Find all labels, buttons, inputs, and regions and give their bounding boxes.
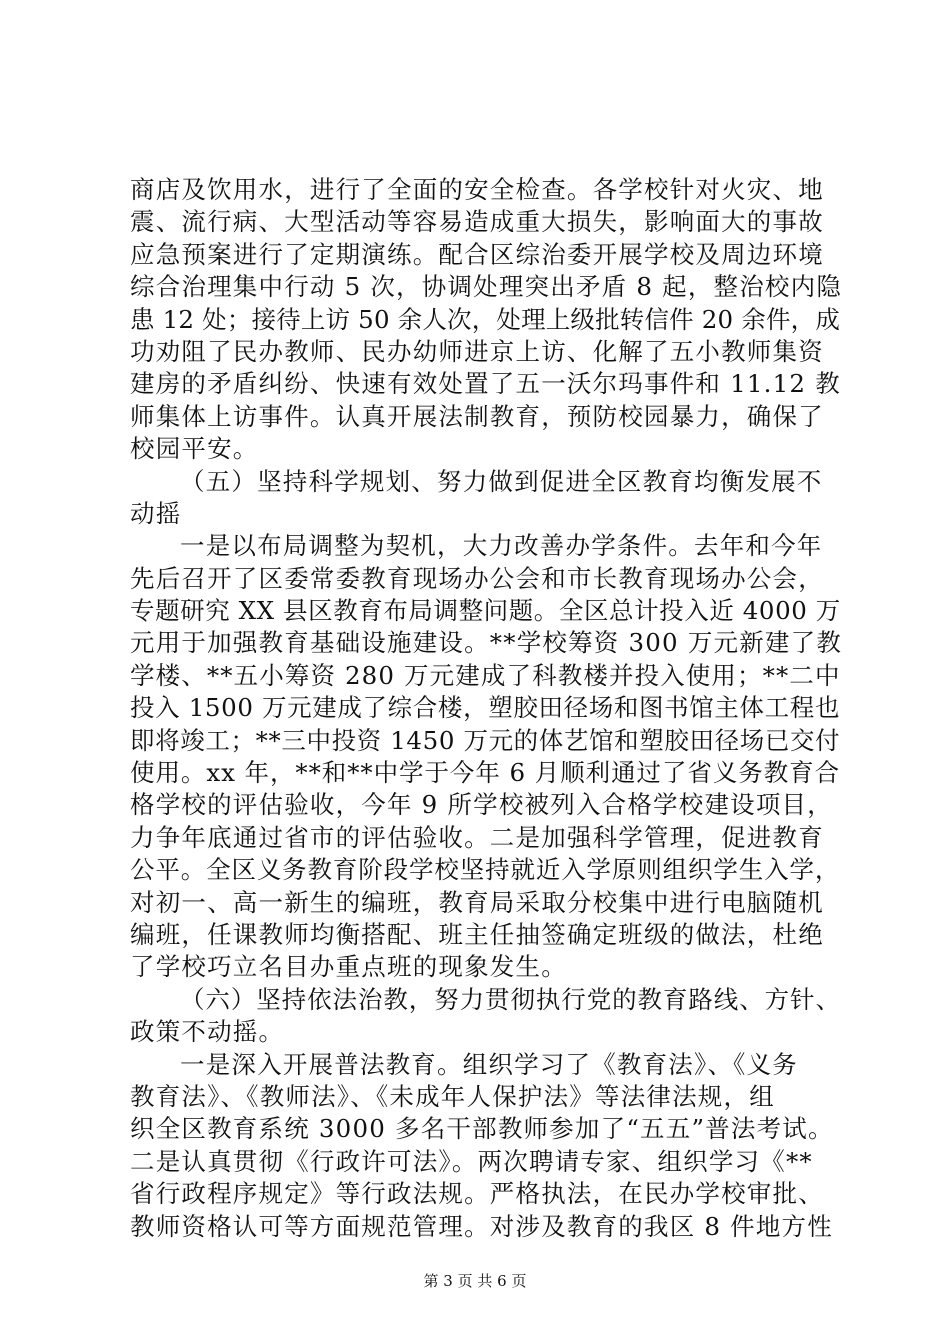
text-line: （五）坚持科学规划、努力做到促进全区教育均衡发展不	[180, 466, 823, 496]
text-line: （六）坚持依法治教，努力贯彻执行党的教育路线、方针、	[180, 984, 841, 1014]
text-line: 二是认真贯彻《行政许可法》。两次聘请专家、组织学习《**	[130, 1146, 813, 1176]
text-line: 编班，任课教师均衡搭配、班主任抽签确定班级的做法，杜绝	[130, 919, 824, 949]
text-line: 对初一、高一新生的编班，教育局采取分校集中进行电脑随机	[130, 887, 824, 917]
document-body	[130, 174, 843, 1243]
text-line: 教师资格认可等方面规范管理。对涉及教育的我区 8 件地方性	[130, 1211, 833, 1241]
text-line: 功劝阻了民办教师、民办幼师进京上访、化解了五小教师集资	[130, 336, 824, 366]
text-line: 元用于加强教育基础设施建设。**学校筹资 300 万元新建了教	[130, 628, 843, 658]
text-line: 教育法》、《教师法》、《未成年人保护法》等法律法规，组	[130, 1081, 775, 1111]
text-line: 织全区教育系统 3000 多名干部教师参加了“五五”普法考试。	[130, 1114, 834, 1144]
page-footer: 第 3 页 共 6 页	[423, 1272, 527, 1290]
text-line: 师集体上访事件。认真开展法制教育，预防校园暴力，确保了	[130, 401, 824, 431]
text-line: 格学校的评估验收，今年 9 所学校被列入合格学校建设项目，	[130, 790, 833, 820]
text-line: 即将竣工；**三中投资 1450 万元的体艺馆和塑胶田径场已交付	[130, 725, 841, 755]
text-line: 投入 1500 万元建成了综合楼，塑胶田径场和图书馆主体工程也	[130, 693, 841, 723]
text-line: 校园平安。	[130, 434, 259, 464]
text-line: 建房的矛盾纠纷、快速有效处置了五一沃尔玛事件和 11.12 教	[130, 369, 841, 399]
text-line: 使用。xx 年，**和**中学于今年 6 月顺利通过了省义务教育合	[130, 758, 841, 788]
text-line: 商店及饮用水，进行了全面的安全检查。各学校针对火灾、地	[130, 175, 824, 204]
text-line: 动摇	[130, 498, 182, 528]
text-line: 患 12 处；接待上访 50 余人次，处理上级批转信件 20 余件，成	[130, 304, 840, 334]
text-line: 学楼、**五小筹资 280 万元建成了科教楼并投入使用；**二中	[130, 660, 841, 690]
text-line: 一是以布局调整为契机，大力改善办学条件。去年和今年	[180, 531, 823, 561]
text-line: 力争年底通过省市的评估验收。二是加强科学管理，促进教育	[130, 822, 824, 852]
text-line: 了学校巧立名目办重点班的现象发生。	[130, 952, 567, 982]
text-line: 应急预案进行了定期演练。配合区综治委开展学校及周边环境	[130, 239, 824, 269]
text-line: 公平。全区义务教育阶段学校坚持就近入学原则组织学生入学，	[130, 855, 841, 885]
text-line: 政策不动摇。	[130, 1017, 285, 1047]
text-line: 专题研究 XX 县区教育布局调整问题。全区总计投入近 4000 万	[130, 596, 841, 626]
text-line: 先后召开了区委常委教育现场办公会和市长教育现场办公会，	[130, 563, 824, 593]
text-line: 省行政程序规定》等行政法规。严格执法，在民办学校审批、	[130, 1179, 824, 1209]
text-line: 震、流行病、大型活动等容易造成重大损失，影响面大的事故	[130, 207, 824, 237]
text-line: 一是深入开展普法教育。组织学习了《教育法》、《义务	[180, 1049, 798, 1079]
text-line: 综合治理集中行动 5 次，协调处理突出矛盾 8 起，整治校内隐	[130, 272, 843, 302]
